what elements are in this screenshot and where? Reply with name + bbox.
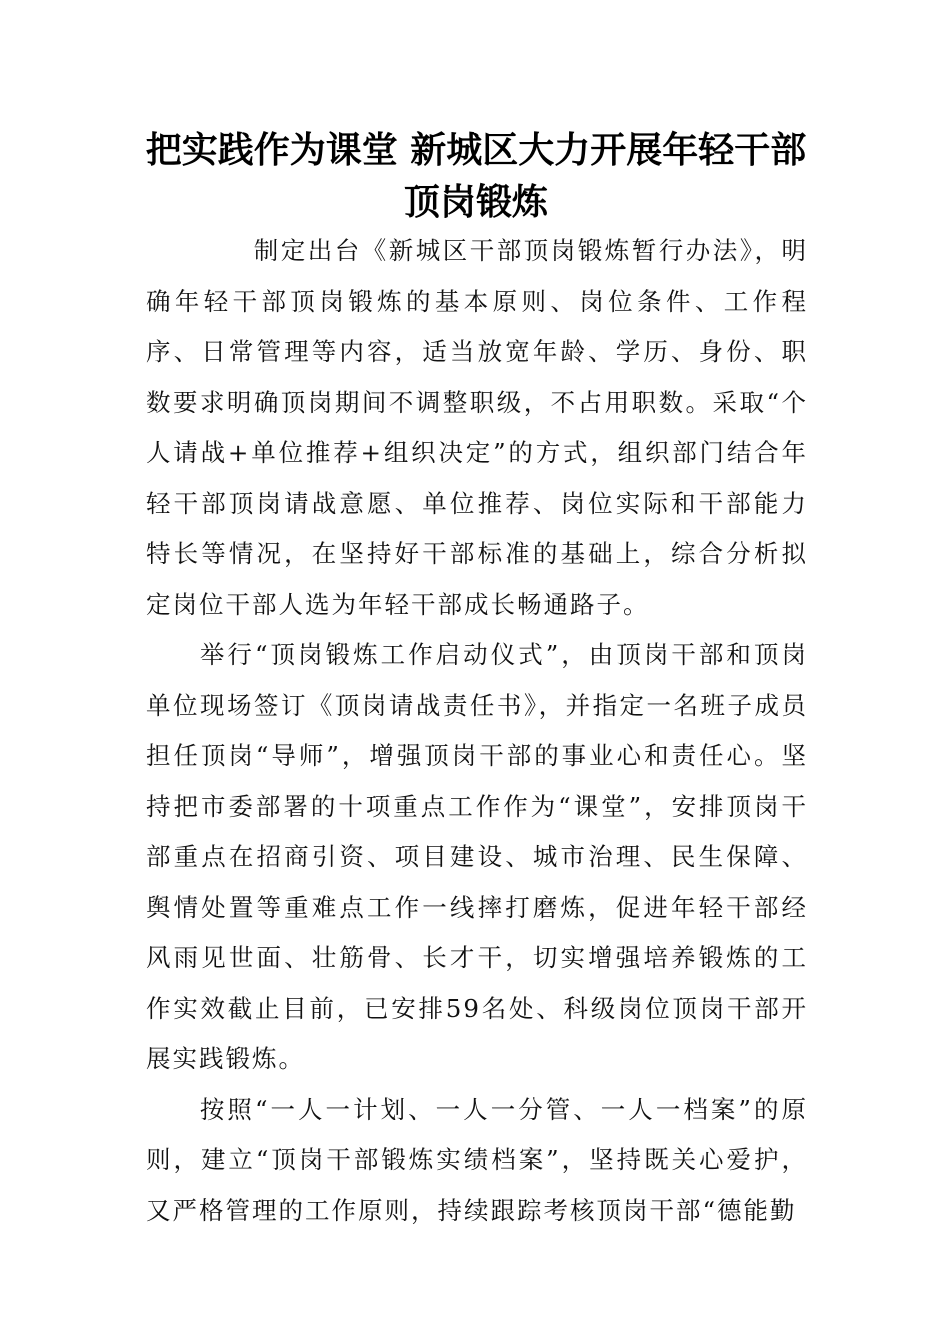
document-title: 把实践作为课堂 新城区大力开展年轻干部顶岗锻炼 bbox=[145, 129, 807, 223]
paragraph-3: 按照“一人一计划、一人一分管、一人一档案”的原则，建立“顶岗干部锻炼实绩档案”，坚持既关心爱护，又严格管理的工作原则，持续跟踪考核顶岗干部“德能勤 bbox=[146, 1094, 808, 1225]
paragraph-2: 举行“顶岗锻炼工作启动仪式”，由顶岗干部和顶岗单位现场签订《顶岗请战责任书》，并指定一名班子成员担任顶岗“导师”，增强顶岗干部的事业心和责任心。坚持把市委部署的十项重点工作作为“课堂”，安排顶岗干部重点在招商引资、项目建设、城市治理、民生保障、舆情处置等重难点工作一线摔打磨炼，促进年轻干部经风雨见世面、壮筋骨、长才干，切实增强培养锻炼的工作实效截止目前，已安排59名处、科级岗位顶岗干部开展实践锻炼。 bbox=[146, 640, 808, 1073]
paragraph-1: 制定出台《新城区干部顶岗锻炼暂行办法》，明确年轻干部顶岗锻炼的基本原则、岗位条件、工作程序、日常管理等内容，适当放宽年龄、学历、身份、职数要求明确顶岗期间不调整职级，不占用职数。采取“个人请战+单位推荐+组织决定”的方式，组织部门结合年轻干部顶岗请战意愿、单位推荐、岗位实际和干部能力特长等情况，在坚持好干部标准的基础上，综合分析拟定岗位干部人选为年轻干部成长畅通路子。 bbox=[146, 236, 808, 619]
document-body bbox=[146, 226, 808, 1236]
